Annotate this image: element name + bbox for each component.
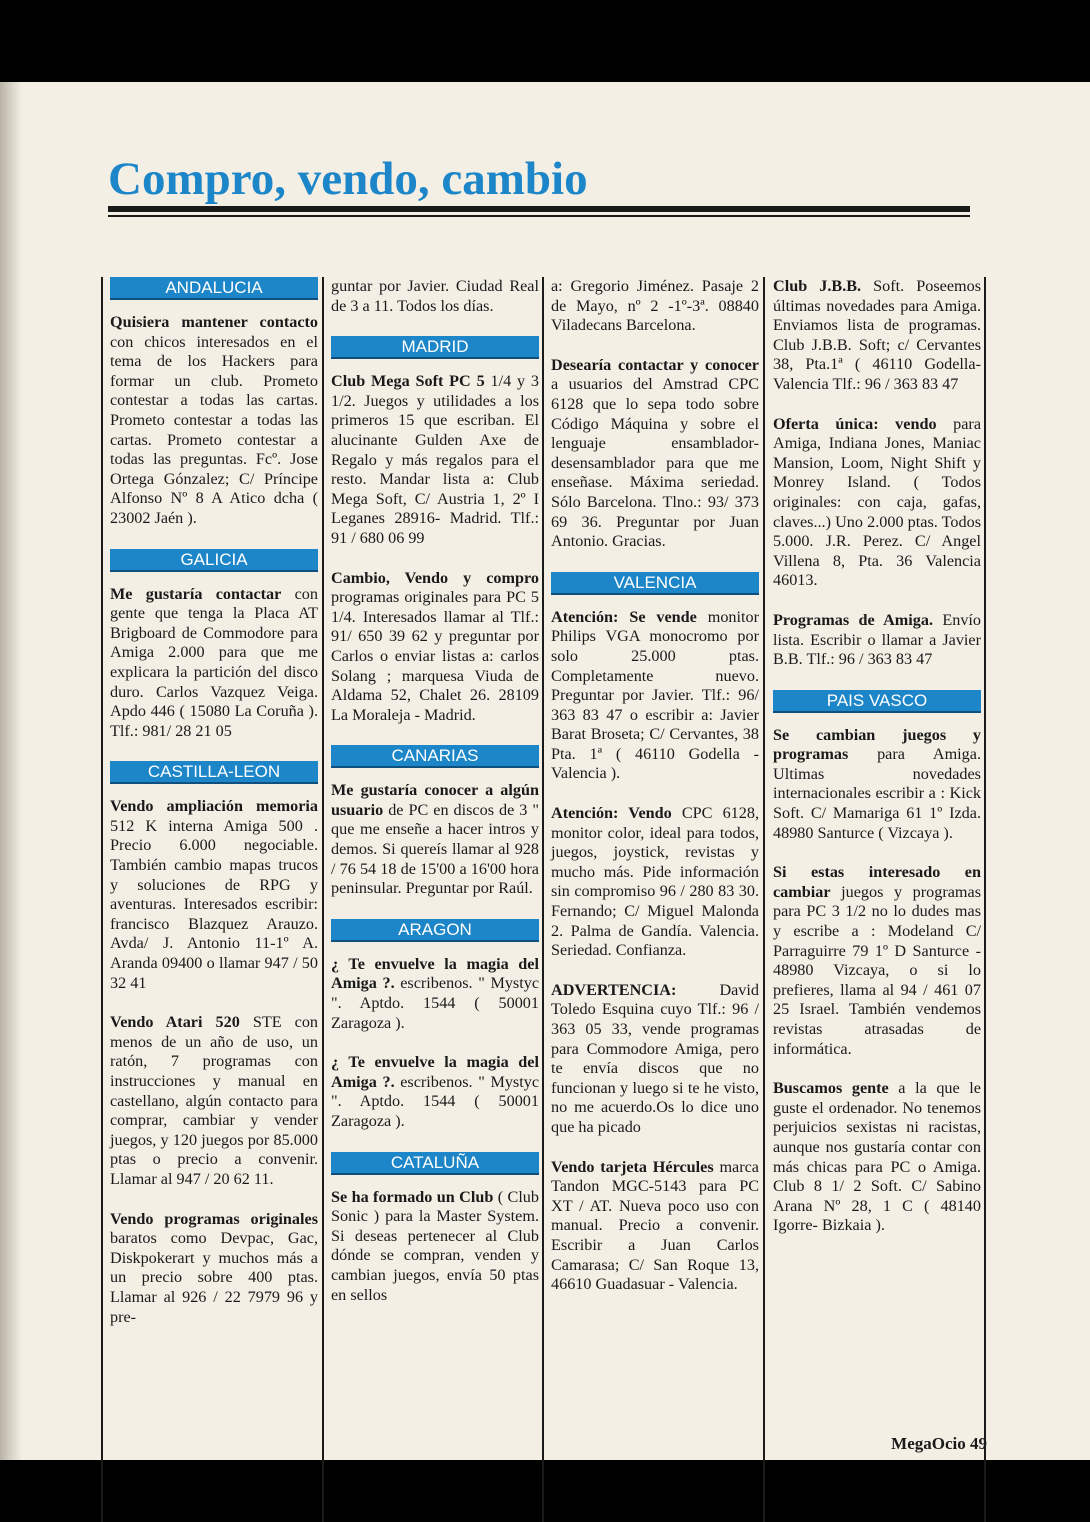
ad-lead: Club Mega Soft PC 5	[331, 372, 485, 391]
classified-ad	[551, 608, 759, 784]
classified-ad	[110, 585, 318, 742]
title-rule-thin	[108, 215, 970, 217]
ad-lead: Si estas interesado en cambiar	[773, 863, 981, 901]
classified-ad	[110, 797, 318, 993]
ad-text: escribenos. " Mystyc ". Aptdo. 1544 ( 50001 Zaragoza ).	[331, 974, 540, 1032]
region-heading: PAIS VASCO	[773, 690, 981, 713]
classified-ad	[331, 955, 539, 1033]
ad-lead: Me gustaría contactar	[110, 584, 282, 603]
classified-ad	[551, 277, 759, 336]
ad-text: con gente que tenga la Placa AT Brigboard de Commodore para Amiga 2.000 para que me explicara la partición del disco duro. Carlos Vazquez Veiga. Apdo 446 ( 15080 La Coruña ). Tlf.: 981/ 28 21 05	[110, 584, 318, 740]
page-title: Compro, vendo, cambio	[108, 153, 588, 205]
region-heading: VALENCIA	[551, 572, 759, 595]
ad-text: 1/4 y 3 1/2. Juegos y utilidades a los primeros 15 que escriban. El alucinante Gulden Axe de Regalo y más regalos para el resto. Mandar lista a: Club Mega Soft, C/ Austria 1, 2º I Leganes 28916- Madrid. Tlf.: 91 / 680 06 99	[331, 372, 539, 547]
classified-ad	[331, 569, 539, 726]
classified-ad	[551, 804, 759, 961]
classified-ad	[110, 1210, 318, 1328]
ad-lead: Vendo ampliación memoria	[110, 797, 318, 816]
column-divider	[984, 277, 986, 1522]
classified-ad	[773, 1079, 981, 1236]
region-heading: ARAGON	[331, 919, 539, 942]
ad-lead: Buscamos gente	[773, 1079, 889, 1098]
region-heading: GALICIA	[110, 549, 318, 572]
classified-ad	[551, 1158, 759, 1295]
classified-ad	[331, 1053, 539, 1131]
classified-ad	[551, 356, 759, 552]
ad-text: para Amiga, Indiana Jones, Maniac Mansion, Loom, Night Shift y Monrey Island. ( Todos originales: con caja, gafas, claves...) Uno 2.000 ptas. Todos 5.000. J.R. Perez. C/ Angel Villena 8, Pta. 36 Valencia 46013.	[773, 414, 981, 590]
classifieds-column-1	[110, 277, 318, 1347]
classified-ad	[773, 726, 981, 844]
ad-text: STE con menos de un año de uso, un ratón, 7 programas con instrucciones y manual en castellano, algún contacto para comprar, cambiar y vender juegos, y 120 juegos por 85.000 ptas o precio a convenir. Llamar al 947 / 20 62 11.	[110, 1013, 319, 1188]
ad-lead: Oferta única: vendo	[773, 414, 937, 433]
ad-text: escribenos. " Mystyc ". Aptdo. 1544 ( 50001 Zaragoza ).	[331, 1072, 540, 1130]
column-divider	[322, 277, 324, 1522]
classified-ad	[110, 1013, 318, 1189]
ad-lead: Desearía contactar y conocer	[551, 355, 759, 374]
column-divider	[542, 277, 544, 1522]
region-heading: CASTILLA-LEON	[110, 761, 318, 784]
region-heading: MADRID	[331, 336, 539, 359]
ad-lead: ¿ Te envuelve la magia del Amiga ?.	[331, 1053, 539, 1091]
classified-ad	[331, 1188, 539, 1306]
ad-text: ( Club Sonic ) para la Master System. Si deseas pertenecer al Club dónde se compran, venden y cambian juegos, envía 50 ptas en sellos	[331, 1187, 539, 1304]
ad-text: monitor Philips VGA monocromo por solo 25.000 ptas. Completamente nuevo. Preguntar por Javier. Tlf.: 96/ 363 83 47 o escribir a: Javier Barat Broseta; C/ Cervantes, 38 Pta. 1ª ( 46110 Godella - Valencia ).	[551, 607, 759, 783]
classified-ad	[331, 372, 539, 548]
ad-lead: Se cambian juegos y programas	[773, 725, 981, 764]
ad-text: a la que le guste el ordenador. No tenemos perjuicios sexistas ni racistas, aunque nos gustaría contar con más chicas para PC o Amiga. Club 8 1/ 2 Soft. C/ Sabino Arana Nº 28, 1 C ( 48140 Igorre- Bizkaia ).	[773, 1079, 981, 1235]
ad-text: a usuarios del Amstrad CPC 6128 que lo sepa todo sobre Código Máquina y sobre el lenguaje ensamblador-desensamblador para que me enseñase. Máxima seriedad. Sólo Barcelona. Tlno.: 93/ 373 69 36. Preguntar por Juan Antonio. Gracias.	[551, 375, 759, 551]
ad-text: programas originales para PC 5 1/4. Interesados llamar al Tlf.: 91/ 650 39 62 y preguntar por Carlos o enviar listas a: carlos Solang ; marquesa Viuda de Aldama 52, Chalet 26. 28109 La Moraleja - Madrid.	[331, 588, 539, 724]
ad-text: marca Tandon MGC-5143 para PC XT / AT. Nueva poco uso con manual. Precio a convenir. Escribir a Juan Carlos Camarasa; C/ San Roque 13, 46610 Guadasuar - Valencia.	[551, 1157, 759, 1294]
ad-text: Soft. Poseemos últimas novedades para Amiga. Enviamos lista de programas. Club J.B.B. Soft; c/ Cervantes 38, Pta.1ª ( 46110 Godella-Valencia Tlf.: 96 / 363 83 47	[773, 277, 981, 393]
ad-text: a: Gregorio Jiménez. Pasaje 2 de Mayo, nº 2 -1º-3ª. 08840 Viladecans Barcelona.	[551, 277, 759, 335]
title-rule-thick	[108, 206, 970, 212]
ad-text: baratos como Devpac, Gac, Diskpokerart y muchos más a un precio sobre 400 ptas. Llamar al 926 / 22 7979 96 y pre-	[110, 1229, 318, 1326]
classified-ad	[773, 611, 981, 670]
ad-lead: Cambio, Vendo y compro	[331, 568, 539, 587]
ad-lead: Vendo programas originales	[110, 1209, 318, 1228]
ad-text: juegos y programas para PC 3 1/2 no lo dudes mas y escribe a : Modeland C/ Parraguirre 79 1º D Santurce - 48980 Vizcaya, o si lo prefieres, llama al 94 / 461 07 25 Israel. También vendemos revistas atrasadas de informática.	[773, 882, 981, 1058]
ad-text: Envío lista. Escribir o llamar a Javier B.B. Tlf.: 96 / 363 83 47	[773, 610, 981, 669]
region-heading: ANDALUCIA	[110, 277, 318, 300]
column-divider	[101, 277, 103, 1522]
ad-lead: Vendo Atari 520	[110, 1013, 240, 1032]
column-divider	[763, 277, 765, 1522]
ad-lead: ¿ Te envuelve la magia del Amiga ?.	[331, 954, 539, 993]
classifieds-column-4	[773, 277, 981, 1256]
ad-lead: Me gustaría conocer a algún usuario	[331, 781, 539, 819]
ad-lead: Quisiera mantener contacto	[110, 313, 318, 331]
ad-lead: Se ha formado un Club	[331, 1187, 494, 1206]
classified-ad	[773, 415, 981, 591]
classified-ad	[331, 277, 539, 316]
ad-lead: Programas de Amiga.	[773, 610, 933, 629]
ad-lead: Atención: Se vende	[551, 607, 697, 626]
ad-text: de PC en discos de 3 " que me enseñe a hacer intros y demos. Si quereís llamar al 928 / 76 54 18 de 15'00 a 16'00 hora peninsular. Preguntar por Raúl.	[331, 800, 539, 898]
ad-text: CPC 6128, monitor color, ideal para todos, juegos, joystick, revistas y mucho más. Pide información sin compromiso 96 / 280 83 30. Fernando; C/ Miguel Malonda 2. Palma de Gandía. Valencia. Seriedad. Confianza.	[551, 804, 759, 960]
region-heading: CANARIAS	[331, 745, 539, 768]
ad-lead: Vendo tarjeta Hércules	[551, 1157, 714, 1176]
classifieds-column-2	[331, 277, 539, 1325]
classified-ad	[773, 277, 981, 395]
ad-text: para Amiga. Ultimas novedades internacionales escribir a : Kick Soft. C/ Mamariga 61 1º Izda. 48980 Santurce ( Vizcaya ).	[773, 745, 981, 842]
region-heading: CATALUÑA	[331, 1152, 539, 1175]
classified-ad	[551, 981, 759, 1138]
ad-text: con chicos interesados en el tema de los Hackers para formar un club. Prometo contestar a todas las cartas. Prometo contestar a todas las cartas. Prometo contestar a todas las preguntas. Fcº. Jose Ortega Gónzalez; C/ Príncipe Alfonso Nº 8 A Atico dcha ( 23002 Jaén ).	[110, 332, 318, 527]
classified-ad	[773, 863, 981, 1059]
ad-text: 512 K interna Amiga 500 . Precio 6.000 negociable. También cambio mapas trucos y soluciones de RPG y aventuras. Interesados escribir: francisco Blazquez Arauzo. Avda/ J. Antonio 11-1º A. Aranda 09400 o llamar 947 / 50 32 41	[110, 816, 318, 992]
magazine-page	[0, 82, 1090, 1460]
page-spine-shadow	[0, 82, 22, 1460]
classified-ad	[331, 781, 539, 899]
classified-ad	[110, 313, 318, 529]
ad-text: guntar por Javier. Ciudad Real de 3 a 11. Todos los días.	[331, 277, 539, 315]
ad-text: David Toledo Esquina cuyo Tlf.: 96 / 363 05 33, vende programas para Commodore Amiga, pero te envía discos que no funcionan y luego si te he visto, no me acuerdo.Os lo dice uno que ha picado	[551, 980, 759, 1136]
classifieds-column-3	[551, 277, 759, 1315]
ad-lead: ADVERTENCIA:	[551, 980, 677, 999]
ad-lead: Atención: Vendo	[551, 804, 672, 823]
ad-lead: Club J.B.B.	[773, 277, 862, 295]
page-footer: MegaOcio 49	[891, 1434, 987, 1453]
